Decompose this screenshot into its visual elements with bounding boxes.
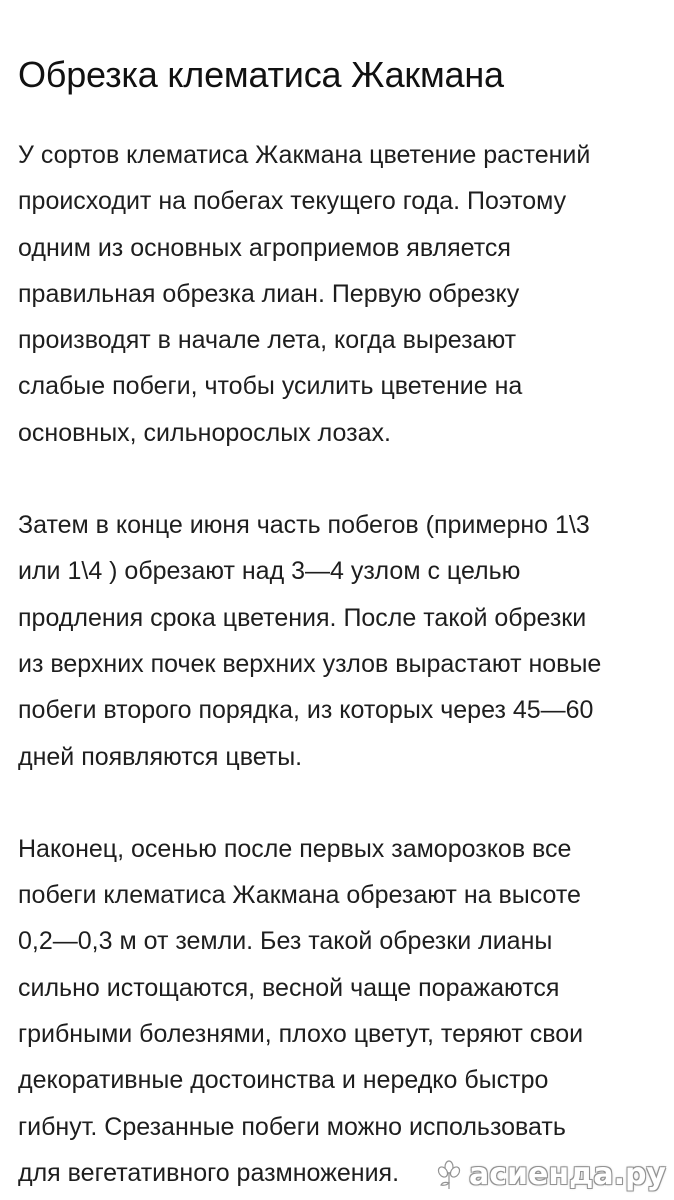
text-line: побеги клематиса Жакмана обрезают на высоте — [18, 881, 581, 910]
article — [18, 0, 668, 1196]
page-title: Обрезка клематиса Жакмана — [18, 54, 504, 95]
paragraph-1 — [18, 132, 668, 456]
text-line: У сортов клематиса Жакмана цветение растений — [18, 141, 591, 169]
text-line: гибнут. Срезанные побеги можно использовать — [18, 1112, 566, 1141]
flower-logo-icon — [433, 1159, 465, 1191]
text-line: декоративные достоинства и нередко быстро — [18, 1066, 549, 1095]
text-line: из верхних почек верхних узлов вырастают новые — [18, 649, 602, 678]
text-line: правильная обрезка лиан. Первую обрезку — [18, 279, 520, 308]
text-line: происходит на побегах текущего года. Поэтому — [18, 187, 567, 216]
text-line: сильно истощаются, весной чаще поражаются — [18, 973, 560, 1002]
watermark — [433, 1157, 666, 1192]
text-line: Затем в конце июня часть побегов (примерно 1\3 — [18, 511, 590, 540]
text-line: основных, сильнорослых лозах. — [18, 418, 391, 447]
paragraph-3 — [18, 826, 668, 1196]
text-line: слабые побеги, чтобы усилить цветение на — [18, 372, 523, 401]
text-line: для вегетативного размножения. — [18, 1158, 400, 1187]
text-line: или 1\4 ) обрезают над 3—4 узлом с целью — [18, 557, 521, 586]
text-line: производят в начале лета, когда вырезают — [18, 326, 517, 355]
text-line: 0,2—0,3 м от земли. Без такой обрезки лианы — [18, 927, 553, 956]
text-line: Наконец, осенью после первых заморозков все — [18, 834, 572, 863]
watermark-text: асиенда.ру — [468, 1157, 666, 1192]
text-line: дней появляются цветы. — [18, 742, 303, 771]
text-line: продления срока цветения. После такой обрезки — [18, 603, 587, 632]
text-line: грибными болезнями, плохо цветут, теряют свои — [18, 1020, 584, 1049]
text-line: побеги второго порядка, из которых через 45—60 — [18, 696, 594, 725]
paragraph-2 — [18, 502, 668, 780]
text-line: одним из основных агроприемов является — [18, 233, 511, 262]
